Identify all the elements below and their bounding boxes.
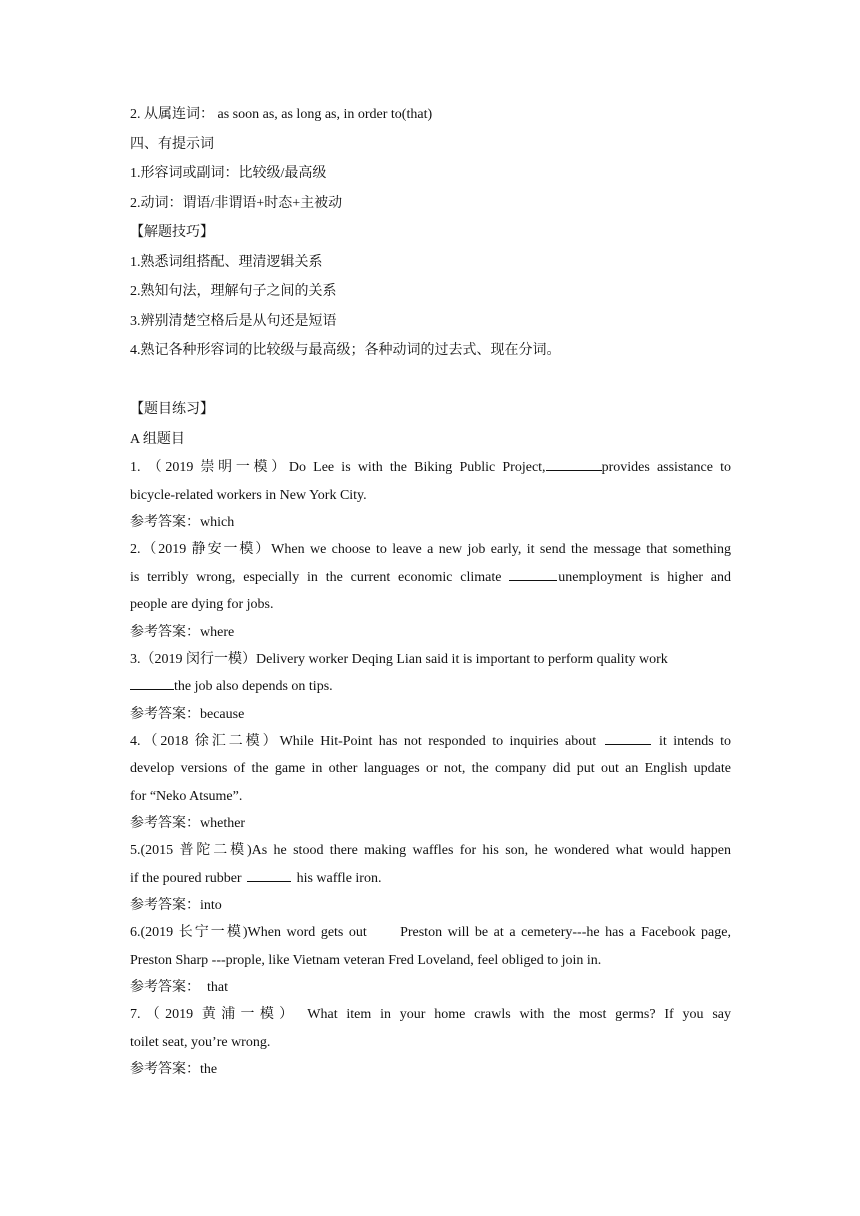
question-7-answer: 参考答案：the [130, 1062, 218, 1077]
question-5-line-2: if the poured rubber his waffle iron. [130, 865, 731, 893]
hint-adjective-adverb: 1.形容词或副词：比较级/最高级 [130, 166, 327, 181]
answer-blank [247, 867, 291, 882]
question-2-line-3: people are dying for jobs. [130, 597, 274, 612]
answer-blank [605, 730, 651, 745]
question-6-line-1: 6.(2019 长宁一模)When word gets out Preston will be at a cemetery---he has a Facebook page, [130, 925, 731, 940]
tip-item-2: 2.熟知句法，理解句子之间的关系 [130, 284, 337, 299]
question-5-line-1: 5.(2015 普陀二模)As he stood there making waffles for his son, he wondered what would happen [130, 843, 731, 858]
tip-item-4: 4.熟记各种形容词的比较级与最高级；各种动词的过去式、现在分词。 [130, 343, 561, 358]
hint-verb: 2.动词：谓语/非谓语+时态+主被动 [130, 195, 343, 211]
tips-heading: 【解题技巧】 [130, 225, 214, 240]
subordinating-conjunctions-line: 2. 从属连词： as soon as, as long as, in order to(that) [130, 107, 433, 122]
tip-item-1: 1.熟悉词组搭配、理清逻辑关系 [130, 254, 323, 270]
question-5-answer: 参考答案：into [130, 898, 222, 913]
section-heading-hint-words: 四、有提示词 [130, 136, 214, 152]
question-6-line-2: Preston Sharp ---prople, like Vietnam veteran Fred Loveland, feel obliged to join in. [130, 952, 602, 968]
question-3-line-2: the job also depends on tips. [130, 673, 731, 701]
question-1-line-2: bicycle-related workers in New York City. [130, 487, 367, 503]
group-a-heading: A 组题目 [130, 431, 185, 447]
question-7-line-2: toilet seat, you’re wrong. [130, 1034, 271, 1050]
question-3-line-1: 3.（2019 闵行一模）Delivery worker Deqing Lian said it is important to perform quality work [130, 651, 668, 667]
question-4-line-1: 4.（2018 徐汇二模）While Hit-Point has not responded to inquiries about it intends to [130, 728, 731, 756]
document-content [130, 100, 731, 1083]
question-2-answer: 参考答案：where [130, 624, 235, 640]
question-1-answer: 参考答案：which [130, 515, 235, 530]
question-4-line-3: for “Neko Atsume”. [130, 788, 243, 804]
practice-heading: 【题目练习】 [130, 402, 214, 417]
question-4-line-2: develop versions of the game in other languages or not, the company did put out an English update [130, 761, 731, 776]
question-4-answer: 参考答案：whether [130, 816, 246, 831]
question-2-line-2: is terribly wrong, especially in the current economic climate unemployment is higher and [130, 564, 731, 592]
question-7-line-1: 7.（2019 黄浦一模） What item in your home crawls with the most germs? If you say [130, 1007, 731, 1022]
answer-blank [546, 456, 602, 471]
question-2-line-1: 2.（2019 静安一模）When we choose to leave a new job early, it send the message that something [130, 542, 731, 557]
question-3-answer: 参考答案：because [130, 706, 245, 722]
tip-item-3: 3.辨别清楚空格后是从句还是短语 [130, 313, 337, 329]
answer-blank [130, 675, 174, 690]
question-6-answer: 参考答案： that [130, 980, 228, 995]
spacer [130, 366, 731, 396]
answer-blank [509, 566, 557, 581]
question-1-line-1: 1. （2019 崇明一模）Do Lee is with the Biking Public Project, provides assistance to [130, 454, 731, 482]
